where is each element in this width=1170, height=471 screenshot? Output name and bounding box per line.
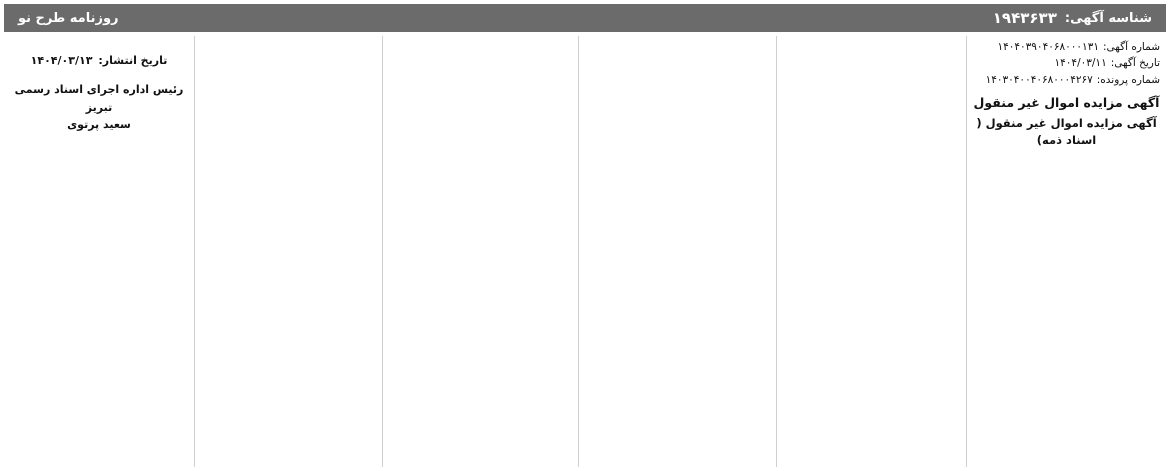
column-3: [578, 36, 776, 467]
ad-subtitle: آگهی مزایده اموال غیر منقول ( اسناد ذمه): [976, 115, 1157, 147]
column-1: [966, 36, 1166, 467]
publication-date: [10, 53, 188, 69]
meta-ad-number-label: شماره آگهی:: [1102, 41, 1160, 53]
column-4: [382, 36, 578, 467]
publication-date-value: ۱۴۰۴/۰۳/۱۳: [30, 54, 93, 67]
meta-ad-date-value: ۱۴۰۴/۰۳/۱۱: [1054, 57, 1107, 70]
column-2: [776, 36, 966, 467]
ad-columns: [4, 36, 1166, 467]
meta-case-number: [973, 72, 1160, 88]
meta-ad-date: [973, 55, 1160, 71]
ad-meta: [973, 39, 1160, 88]
meta-case-number-value: ۱۴۰۳۰۴۰۰۴۰۶۸۰۰۰۴۲۶۷: [985, 73, 1093, 86]
meta-case-number-label: شماره پرونده:: [1096, 73, 1160, 86]
meta-ad-date-label: تاریخ آگهی:: [1110, 57, 1160, 70]
ad-id-number: ۱۹۴۳۶۳۳: [992, 9, 1057, 27]
ad-id-label: شناسه آگهی:: [1064, 10, 1152, 26]
ad-id-block: [993, 9, 1152, 27]
newspaper-name: روزنامه طرح نو: [18, 10, 119, 26]
publication-date-label: تاریخ انتشار:: [98, 54, 168, 67]
header-banner: [4, 4, 1166, 32]
signature-name: سعید پرتوی: [67, 118, 131, 132]
ad-title: آگهی مزایده اموال غیر منقول: [973, 94, 1160, 110]
meta-ad-number-value: ۱۴۰۴۰۳۹۰۴۰۶۸۰۰۰۱۳۱: [997, 41, 1099, 53]
signature-block: [10, 81, 188, 134]
meta-ad-number: [973, 39, 1160, 55]
signature-title: رئیس اداره اجرای اسناد رسمی تبریز: [14, 82, 184, 114]
column-6: [4, 36, 194, 467]
column-5: [194, 36, 382, 467]
